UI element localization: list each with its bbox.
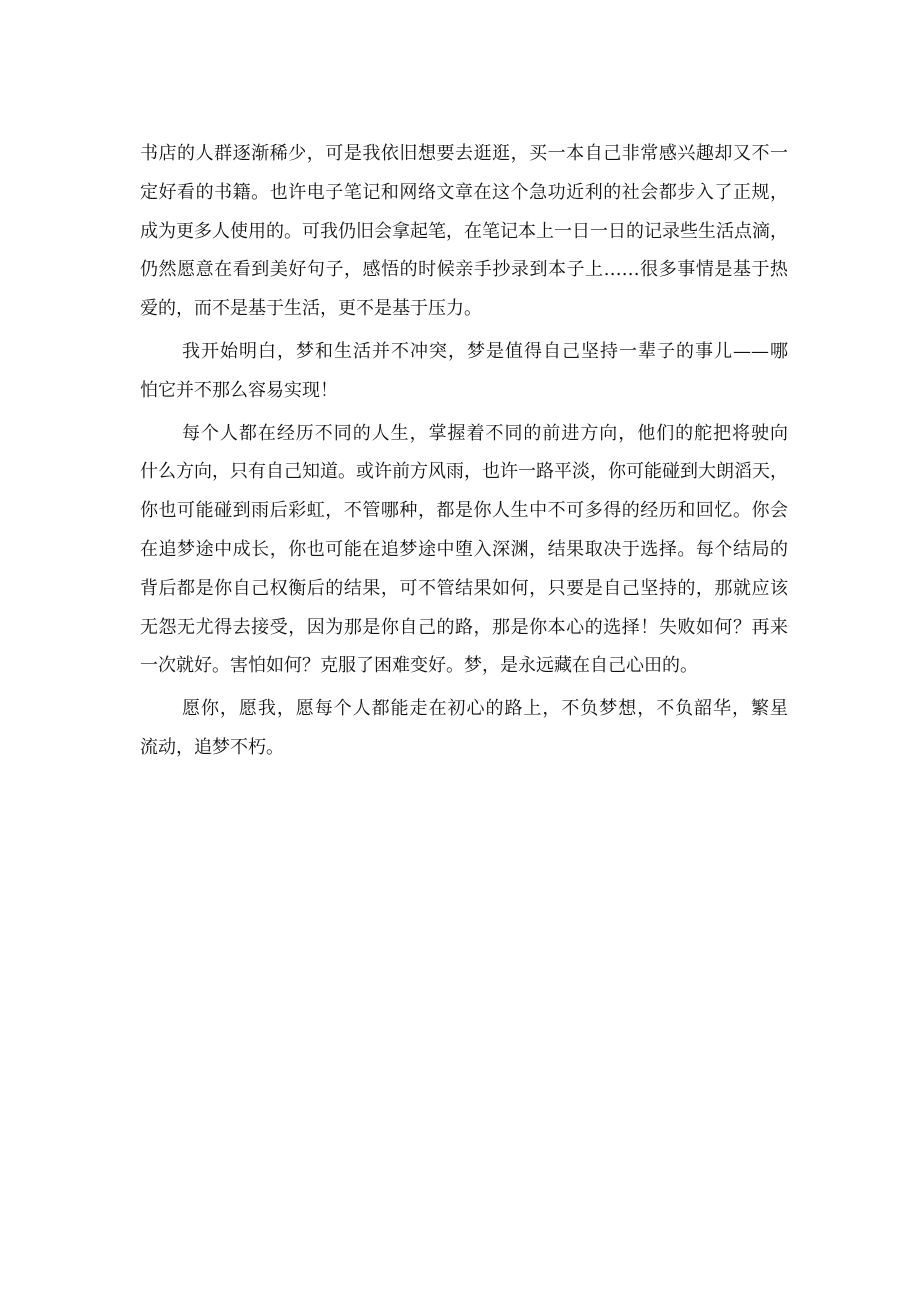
text-line: 仍然愿意在看到美好句子，感悟的时候亲手抄录到本子上……很多事情是基于热 [140,259,788,281]
text-line: 爱的，而不是基于生活，更不是基于压力。 [140,298,482,320]
paragraph-4 [140,690,788,768]
text-line: 定好看的书籍。也许电子笔记和网络文章在这个急功近利的社会都步入了正规， [140,181,788,203]
paragraph-1 [140,135,788,329]
text-line: 每个人都在经历不同的人生，掌握着不同的前进方向，他们的舵把将驶向 [182,422,788,444]
text-line: 怕它并不那么容易实现！ [140,379,338,401]
text-line: 无怨无尤得去接受，因为那是你自己的路，那是你本心的选择！失败如何？再来 [140,616,788,638]
text-line: 愿你，愿我，愿每个人都能走在初心的路上，不负梦想，不负韶华，繁星 [182,698,788,720]
text-line: 在追梦途中成长，你也可能在追梦途中堕入深渊，结果取决于选择。每个结局的 [140,538,788,560]
text-line: 你也可能碰到雨后彩虹，不管哪种，都是你人生中不可多得的经历和回忆。你会 [140,500,788,522]
paragraph-3 [140,415,788,687]
text-line: 背后都是你自己权衡后的结果，可不管结果如何，只要是自己坚持的，那就应该 [140,577,788,599]
paragraph-2 [140,333,788,411]
document-body [140,135,788,768]
text-line: 书店的人群逐渐稀少，可是我依旧想要去逛逛，买一本自己非常感兴趣却又不一 [140,143,788,164]
text-line: 成为更多人使用的。可我仍旧会拿起笔，在笔记本上一日一日的记录些生活点滴， [140,220,788,242]
text-line: 流动，追梦不朽。 [140,736,284,758]
text-line: 什么方向，只有自己知道。或许前方风雨，也许一路平淡，你可能碰到大朗滔天， [140,461,788,483]
text-line: 我开始明白，梦和生活并不冲突，梦是值得自己坚持一辈子的事儿——哪 [182,340,788,362]
text-line: 一次就好。害怕如何？克服了困难变好。梦，是永远藏在自己心田的。 [140,655,698,677]
